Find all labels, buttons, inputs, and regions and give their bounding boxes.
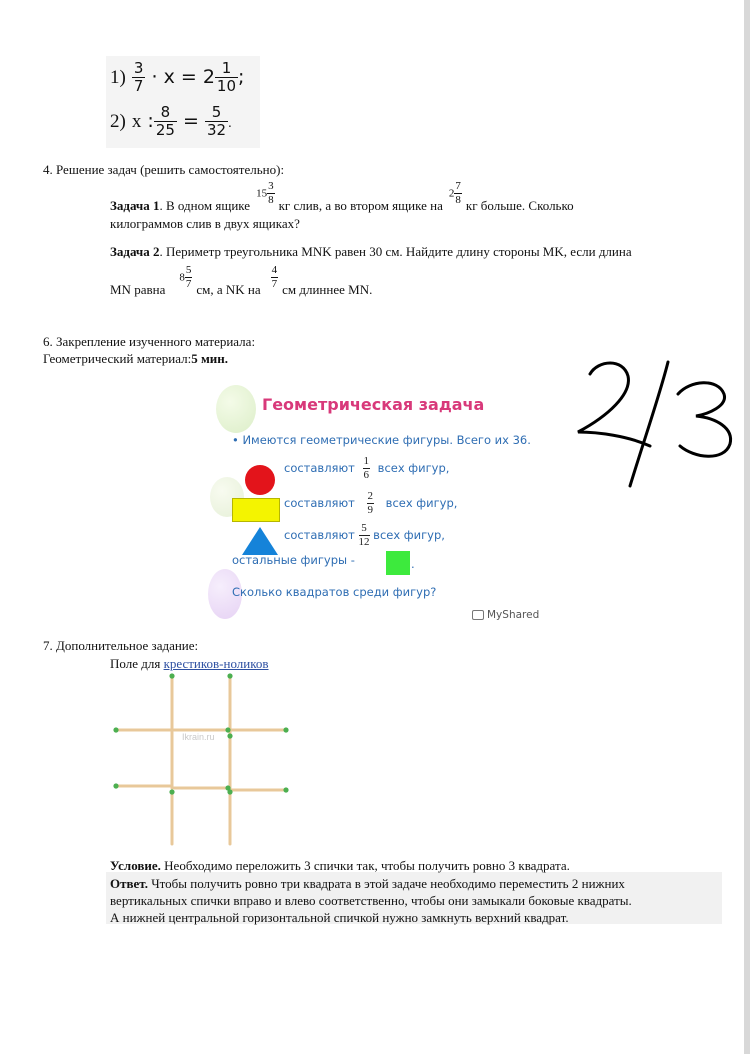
slide-row-2: составляют $\frac{2}{9}$ всех фигур, (284, 490, 458, 516)
slide-rest-dot: . (411, 557, 415, 571)
slide-row-3: составляют $\frac{5}{12}$ всех фигур, (284, 522, 445, 548)
tic-tac-toe-caption: Поле для крестиков-ноликов (110, 656, 269, 671)
eq1-equals: = (180, 66, 197, 88)
task-1-mixed-2: 2 $\frac{7}{8}$ (448, 180, 461, 206)
green-square (386, 551, 410, 575)
eq1-whole: 2 (202, 66, 215, 88)
row-2-fraction: $\frac{2}{9}$ (367, 490, 374, 516)
answer-line-3: А нижней центральной горизонтальной спичкой нужно замкнуть верхний квадрат. (110, 910, 569, 925)
eq1-mixed-fraction: $\frac{1}{10}$ (216, 59, 237, 95)
myshared-icon (472, 610, 484, 620)
equation-2 (110, 104, 232, 139)
handwritten-digit-2 (578, 363, 650, 446)
task-2-mixed-1: 8 $\frac{5}{7}$ (179, 264, 192, 290)
equation-1 (110, 60, 244, 95)
match-head (227, 673, 232, 678)
answer-line-2: вертикальных спички вправо и влево соответственно, чтобы они замыкали боковые квадраты. (110, 893, 632, 908)
myshared-logo: MyShared (472, 609, 539, 621)
row-3-fraction: $\frac{5}{12}$ (358, 522, 370, 548)
match-head (283, 787, 288, 792)
task-2-text-1: . Периметр треугольника MNK равен 30 см. Найдите длину стороны MK, если длина (159, 244, 632, 259)
answer-label: Ответ. (110, 876, 148, 891)
match-head (283, 727, 288, 732)
slide-rest-line: остальные фигуры - (232, 553, 355, 567)
handwritten-digit-3 (678, 383, 731, 457)
handwritten-slash (630, 362, 668, 486)
task-1-text-2: кг слив, а во втором ящике на (278, 198, 443, 213)
task-2-text-3: см, а NK на (196, 282, 261, 297)
task-1 (110, 180, 720, 232)
handwritten-annotation (568, 354, 743, 494)
section-6-heading: 6. Закрепление изученного материала: (43, 334, 256, 349)
task-2-text-4: см длиннее MN. (282, 282, 373, 297)
slide-question: Сколько квадратов среди фигур? (232, 585, 437, 599)
match-head (113, 783, 118, 788)
row-1-fraction: $\frac{1}{6}$ (363, 455, 370, 481)
blue-triangle (242, 527, 278, 555)
eq1-fraction: $\frac{3}{7}$ (133, 59, 144, 95)
task-2-text-2: MN равна (110, 282, 166, 297)
task-2-label: Задача 2 (110, 244, 160, 259)
eq1-dot: · (151, 66, 158, 88)
task-2 (110, 244, 730, 300)
section-6-line-2: Геометрический материал:5 мин. (43, 351, 229, 366)
eq2-fraction-2: $\frac{5}{32}$ (206, 103, 227, 139)
eq1-var: x (163, 66, 175, 88)
section-4-heading: 4. Решение задач (решить самостоятельно): (43, 162, 285, 177)
match-head (227, 733, 232, 738)
slide-title: Геометрическая задача (262, 395, 485, 414)
match-head (225, 727, 230, 732)
matches-puzzle (108, 668, 298, 850)
eq1-end: ; (238, 66, 245, 88)
eq2-end: . (228, 116, 232, 130)
section-6 (43, 333, 255, 367)
slide-row-1: составляют $\frac{1}{6}$ всех фигур, (284, 455, 450, 481)
condition (110, 858, 570, 874)
eq1-number: 1) (110, 67, 126, 88)
geometry-slide (210, 381, 550, 631)
page-edge (744, 0, 750, 1054)
slide-bullet: • Имеются геометрические фигуры. Всего их 36. (232, 433, 531, 447)
answer (110, 875, 632, 926)
condition-label: Условие. (110, 858, 161, 873)
eq2-colon: : (147, 110, 154, 132)
section-7-heading: 7. Дополнительное задание: (43, 638, 199, 653)
match-head (113, 727, 118, 732)
match-head (169, 789, 174, 794)
watermark: Ikrain.ru (182, 732, 215, 742)
task-1-text-3: кг больше. Сколько (465, 198, 574, 213)
yellow-rectangle (232, 498, 280, 522)
eq2-var: x (131, 111, 142, 132)
handwriting-text: 2/3 (568, 354, 570, 355)
task-1-line-1 (110, 180, 720, 216)
eq2-fraction-1: $\frac{8}{25}$ (155, 103, 175, 139)
match-head (169, 673, 174, 678)
answer-line-1: Ответ. Чтобы получить ровно три квадрата в этой задаче необходимо переместить 2 нижних (110, 876, 625, 891)
task-1-line-2: килограммов слив в двух ящиках? (110, 216, 300, 231)
task-2-line-2 (110, 260, 730, 300)
balloon-decoration-1 (216, 385, 256, 433)
tic-tac-toe-link[interactable]: крестиков-ноликов (163, 656, 269, 671)
condition-text: Необходимо переложить 3 спички так, чтобы получить ровно 3 квадрата. (160, 858, 570, 873)
eq2-number: 2) (110, 111, 126, 132)
task-1-text-1: . В одном ящике (159, 198, 251, 213)
task-2-fraction: $\frac{4}{7}$ (271, 264, 278, 290)
eq2-equals: = (182, 110, 199, 132)
red-circle (245, 465, 275, 495)
task-1-label: Задача 1 (110, 198, 160, 213)
match-head (227, 789, 232, 794)
task-1-mixed-1: 15 $\frac{3}{8}$ (256, 180, 274, 206)
task-2-line-1 (110, 244, 730, 260)
